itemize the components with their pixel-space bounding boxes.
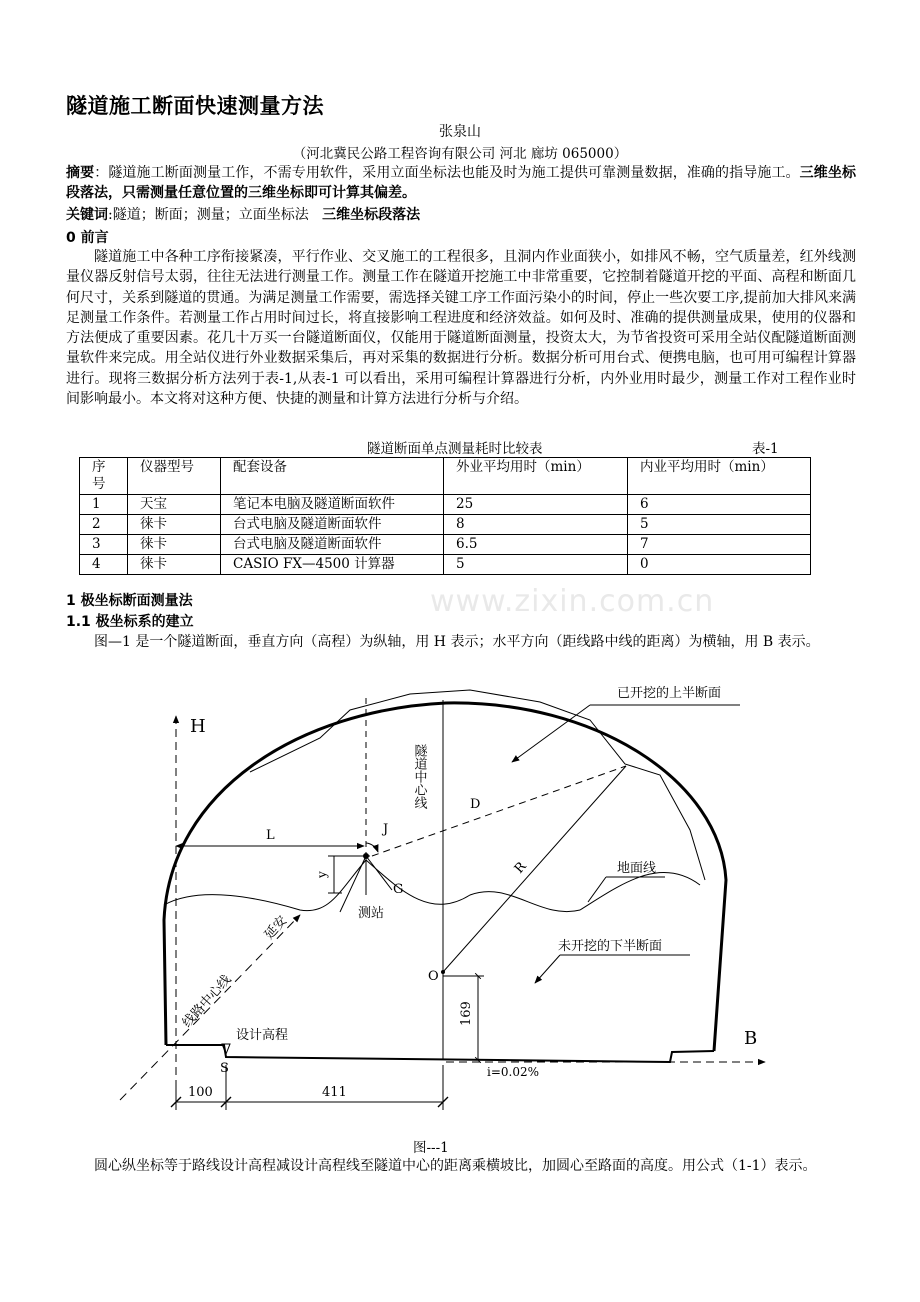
table-header-cell: 序号 <box>80 458 128 495</box>
dim-411-label: 411 <box>322 1085 347 1100</box>
tunnel-center-label: 隧道中心线 <box>411 744 427 809</box>
station-label: 测站 <box>358 906 385 921</box>
paper-title: 隧道施工断面快速测量方法 <box>66 94 324 118</box>
center-O-point <box>441 970 445 974</box>
keywords-bold-text: 三维坐标段落法 <box>322 207 421 223</box>
watermark: www.zixin.com.cn <box>430 584 715 619</box>
table-cell: 台式电脑及隧道断面软件 <box>221 535 444 555</box>
table-cell: 6 <box>628 495 811 515</box>
table1-caption: 隧道断面单点测量耗时比较表 <box>367 441 543 457</box>
table-cell: 5 <box>628 515 811 535</box>
table-cell: 4 <box>80 555 128 575</box>
upper-section-label: 已开挖的上半断面 <box>617 686 722 701</box>
label-D: D <box>470 797 481 812</box>
lower-label-pointer <box>535 955 560 983</box>
section0-body: 隧道施工中各种工序衔接紧凑，平行作业、交叉施工的工程很多，且洞内作业面狭小，如排风不畅，空气质量差，红外线测量仪器反射信号太弱，往往无法进行测量工作。测量工作在隧道开挖施工中非常重要，它控制着隧道开挖的平面、高程和断面几何尺寸，关系到隧道的贯通。为满足测量工作需要，需选择关键工序工作面污染小的时间，停止一些次要工序,提前加大排风来满足测量工作条件。若测量工作占用时间过长，将直接影响工程进度和经济效益。如何及时、准确的提供测量成果，使用的仪器和方法便成了重要因素。花几十万买一台隧道断面仪，仅能用于隧道断面测量，投资太大，为节省投资可采用全站仪配隧道断面测量软件来完成。用全站仪进行外业数据采集后，再对采集的数据进行分析。数据分析可用台式、便携电脑，也可用可编程计算器进行。现将三数据分析方法列于表-1,从表-1 可以看出，采用可编程计算器进行分析，内外业用时最少，测量工作对工程作业时间影响最小。本文将对这种方便、快捷的测量和计算方法进行分析与介绍。 <box>66 249 856 408</box>
table-header-row <box>80 458 811 495</box>
dim-169-label: 169 <box>459 1001 474 1026</box>
slope-label: i=0.02% <box>487 1065 540 1079</box>
author: 张泉山 <box>439 124 481 140</box>
table-row <box>80 555 811 575</box>
design-elevation-label: 设计高程 <box>236 1028 289 1043</box>
keywords-label: 关键词 <box>66 207 108 223</box>
section1-heading: 1 极坐标断面测量法 <box>66 593 193 609</box>
dim-100-label: 100 <box>188 1085 213 1100</box>
extend-label: 延安 <box>261 913 291 943</box>
section0-heading: 0 前言 <box>66 230 109 246</box>
table-cell: 7 <box>628 535 811 555</box>
table-cell: 徕卡 <box>128 515 221 535</box>
table-cell: 笔记本电脑及隧道断面软件 <box>221 495 444 515</box>
excavated-outline <box>250 690 705 880</box>
table-cell: 台式电脑及隧道断面软件 <box>221 515 444 535</box>
section1-body: 图—1 是一个隧道断面，垂直方向（高程）为纵轴，用 H 表示；水平方向（距线路中线的距离）为横轴，用 B 表示。 <box>94 634 820 650</box>
affiliation: （河北冀民公路工程咨询有限公司 河北 廊坊 065000） <box>292 146 628 162</box>
table-cell: 徕卡 <box>128 535 221 555</box>
table-cell: 5 <box>444 555 628 575</box>
abstract <box>66 163 856 204</box>
table-header-cell: 仪器型号 <box>128 458 221 495</box>
label-J: J <box>383 822 389 837</box>
station-tripod <box>340 856 392 912</box>
label-y: y <box>315 871 329 878</box>
axis-b-label: B <box>744 1028 758 1049</box>
table-cell: CASIO FX—4500 计算器 <box>221 555 444 575</box>
label-G: G <box>393 882 404 897</box>
table-row <box>80 495 811 515</box>
keywords-text: :隧道；断面；测量；立面坐标法 <box>108 207 309 223</box>
section1-subheading: 1.1 极坐标系的建立 <box>66 614 194 630</box>
table1 <box>79 457 811 575</box>
table-cell: 3 <box>80 535 128 555</box>
label-S: S <box>220 1061 229 1076</box>
closing-paragraph: 圆心纵坐标等于路线设计高程减设计高程线至隧道中心的距离乘横坡比，加圆心至路面的高度。用公式（1-1）表示。 <box>94 1158 817 1174</box>
table-cell: 8 <box>444 515 628 535</box>
label-R: R <box>511 859 530 877</box>
table-header-cell: 外业平均用时（min） <box>444 458 628 495</box>
table-cell: 6.5 <box>444 535 628 555</box>
upper-label-pointer <box>512 705 590 762</box>
table-header-cell: 配套设备 <box>221 458 444 495</box>
table-cell: 徕卡 <box>128 555 221 575</box>
ground-label-pointer <box>588 877 606 902</box>
label-O: O <box>428 969 439 984</box>
table-cell: 2 <box>80 515 128 535</box>
table-cell: 0 <box>628 555 811 575</box>
distance-line <box>372 766 626 856</box>
station-angle <box>366 843 378 852</box>
table1-label: 表-1 <box>752 441 779 457</box>
table-cell: 1 <box>80 495 128 515</box>
axis-h-label: H <box>190 716 206 737</box>
abstract-bold-text: 三维坐标段落法，只需测量任意位置的三维坐标即可计算其偏差。 <box>66 165 856 202</box>
figure-caption: 图---1 <box>413 1140 449 1156</box>
abstract-label: 摘要 <box>66 165 95 181</box>
table-cell: 25 <box>444 495 628 515</box>
keywords <box>66 205 856 225</box>
route-center-label: 线路中心线 <box>179 972 235 1031</box>
label-L: L <box>266 828 275 843</box>
table-row <box>80 515 811 535</box>
ground-line-label: 地面线 <box>617 861 657 876</box>
tunnel-section-figure <box>0 680 920 1135</box>
abstract-text: ：隧道施工断面测量工作，不需专用软件，采用立面坐标法也能及时为施工提供可靠测量数据，准确的指导施工。 <box>94 165 800 181</box>
table-row <box>80 535 811 555</box>
road-surface <box>166 1045 714 1062</box>
table-cell: 天宝 <box>128 495 221 515</box>
table-header-cell: 内业平均用时（min） <box>628 458 811 495</box>
lower-section-label: 未开挖的下半断面 <box>558 939 663 954</box>
